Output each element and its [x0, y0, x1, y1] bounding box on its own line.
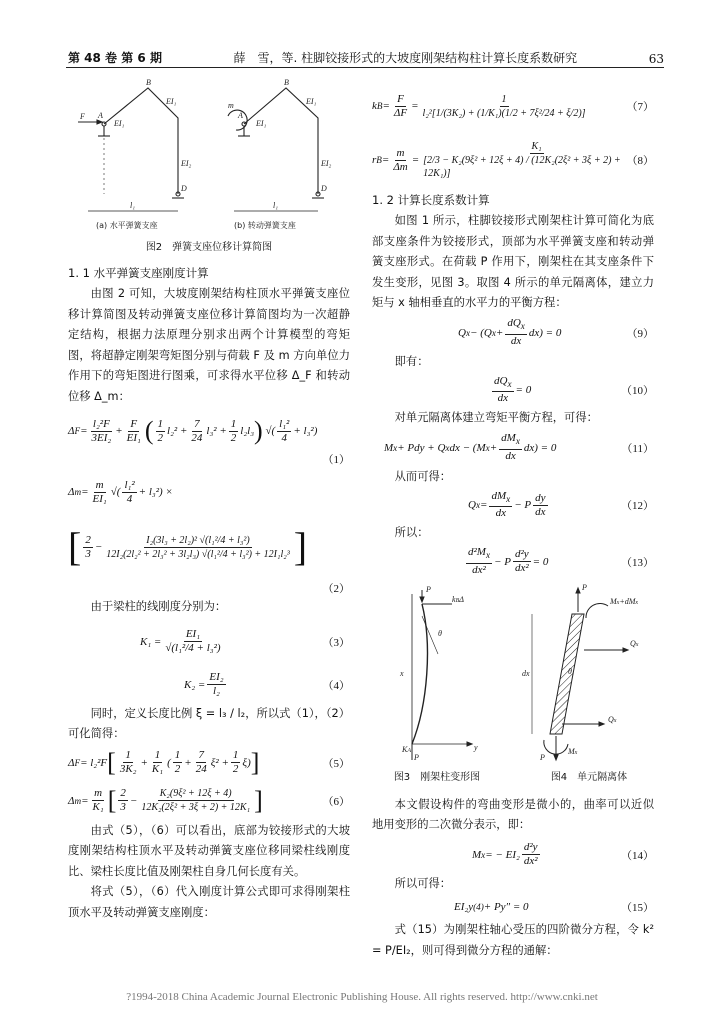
svg-text:B: B — [284, 78, 289, 87]
eq7-number: （7） — [626, 101, 654, 113]
svg-text:KA: KA — [402, 744, 412, 754]
journal-issue: 第 48 卷 第 6 期 — [68, 51, 162, 65]
eq12-number: （12） — [621, 500, 654, 512]
eq4-number: （4） — [322, 679, 350, 692]
right-paragraph-3: 对单元隔离体建立弯矩平衡方程，可得： — [394, 411, 598, 424]
svg-text:Mx+dMx: Mx+dMx — [610, 596, 639, 606]
right-paragraph-5: 所以： — [394, 526, 429, 539]
svg-text:Qx: Qx — [608, 714, 617, 724]
left-paragraph-3: 同时，定义长度比例 ξ = l₃ / l₂，所以式（1），（2）可化简得： — [68, 706, 350, 740]
svg-text:P: P — [414, 752, 419, 762]
left-column — [68, 76, 350, 923]
svg-text:D: D — [181, 184, 187, 193]
svg-text:P: P — [582, 583, 587, 592]
equation-12: Q x = $\frac{dM_x}{dx}$ − P $\frac{dy}{dx}$ （12） — [468, 489, 654, 520]
left-paragraph-1: 由图 2 可知，大坡度刚架结构柱顶水平弹簧支座位移计算简图及转动弹簧支座位移计算简图均为一次超静定结构，根据力法原理分别求出两个计算模型的弯矩图，将超静定刚架弯矩图分别与荷载 F 及 m 方向单位力作用下的弯矩图进行图乘，可求得水平位移 Δ_F 和转动位移 Δ_m： — [68, 287, 350, 403]
svg-text:EI₁: EI₁ — [114, 119, 125, 128]
svg-text:EI₂: EI₂ — [321, 159, 332, 168]
fig2-sub-b: (b) 转动弹簧支座 — [234, 221, 296, 230]
right-paragraph-6: 本文假设构件的弯曲变形是微小的，曲率可以近似地用变形的二次微分表示，即： — [372, 797, 654, 831]
svg-text:θ: θ — [438, 628, 442, 638]
page-header — [68, 46, 664, 66]
svg-text:kBΔ: kBΔ — [452, 594, 464, 604]
left-paragraph-2: 由于梁柱的线刚度分别为： — [90, 600, 227, 613]
svg-text:P: P — [426, 584, 431, 594]
right-paragraph-7: 所以可得： — [394, 876, 452, 890]
section-1-1: 1. 1 水平弹簧支座刚度计算 — [68, 266, 209, 280]
equation-4: K₂ = $\frac{\text{EI₂}}{\text{l₂}}$ （4） — [184, 671, 350, 697]
equation-2-line1: Δ m = $\frac{m}{\text{EI₁}}$ √( $\frac{\text{l₁²}}{4}$ + l₃²) × — [68, 478, 173, 505]
eq3-number: （3） — [322, 636, 350, 649]
eq14-number: （14） — [621, 849, 654, 862]
equation-8: r B = $\frac{m}{\Delta m}$ = $\frac{\text{K₁}}{\text{[2/3 − K₂(9ξ² + 12ξ + 4) / (12K₂(2ξ² + 3ξ + 2) + 12K₁)]}}$ （8） — [372, 141, 654, 179]
right-paragraph-4: 从而可得： — [394, 469, 452, 483]
eq11-number: （11） — [621, 442, 654, 455]
equation-5: Δ F = l₂²F [ $\frac{1}{\text{3K₂}}$ + $\frac{1}{\text{K₁}}$ ( $\frac{1}{2}$ + $\frac{7}{24}$ ξ² + $\frac{1}{2}$ ξ) ] （5） — [68, 747, 350, 777]
equation-7: k B = $\frac{F}{\Delta F}$ = $\frac{1}{\text{l₂²[1/(3K₂) + (1/K₁)(1/2 + 7ξ²/24 + ξ/2)]}}$ （7） — [372, 92, 654, 119]
right-paragraph-2: 即有： — [394, 354, 429, 368]
fig3-caption: 图3 刚架柱变形图 — [393, 771, 481, 783]
svg-text:EI₁: EI₁ — [166, 97, 177, 106]
eq13-number: （13） — [621, 556, 654, 569]
equation-14: M x = − EI₂ $\frac{\text{d²y}}{\text{dx²}}$ （14） — [472, 841, 654, 867]
running-title: 薛 雪，等. 柱脚铰接形式的大坡度刚架结构柱计算长度系数研究 — [233, 51, 578, 65]
svg-text:m: m — [228, 101, 234, 110]
figures-3-4 — [372, 584, 654, 764]
svg-text:EI₁: EI₁ — [256, 119, 267, 128]
svg-text:F: F — [80, 112, 85, 121]
eq10-number: （10） — [621, 385, 654, 397]
figure-2 — [68, 76, 350, 236]
eq6-number: （6） — [322, 795, 350, 808]
equation-1: Δ F = $\frac{\text{l₂²F}}{\text{3EI₂}}$ + $\frac{F}{\text{EI₁}}$ ( $\frac{1}{2}$ l₂² + $\frac{7}{24}$ l₃² + $\frac{1}{2}$ l₂l₃ ) √( $\frac{\text{l₁²}}{4}$ + l₃²) — [68, 416, 318, 445]
equation-10: $\frac{dQ_x}{dx}$ = 0 （10） — [494, 374, 654, 405]
page-number: 63 — [648, 52, 664, 66]
eq5-number: （5） — [322, 757, 350, 770]
eq1-number: （1） — [322, 454, 350, 466]
svg-text:Qx: Qx — [630, 638, 639, 648]
fig4-caption: 图4 单元隔离体 — [550, 771, 628, 783]
left-paragraph-4: 由式（5），（6）可以看出，底部为铰接形式的大坡度刚架结构柱顶水平及转动弹簧支座位移同梁柱线刚度比、梁柱长度比值及刚架柱自身几何长度有关。 — [68, 823, 350, 878]
eq15-number: （15） — [621, 902, 654, 914]
svg-text:Mx: Mx — [568, 746, 578, 756]
equation-11: M x + Pdy + Q x dx − (M x + $\frac{dM_x}{dx}$ dx) = 0 （11） — [384, 432, 654, 462]
eq9-number: （9） — [626, 327, 654, 340]
svg-text:y: y — [474, 742, 478, 752]
eq2-number: （2） — [322, 583, 350, 595]
section-1-2: 1. 2 计算长度系数计算 — [372, 193, 490, 207]
copyright-footer: ?1994-2018 China Academic Journal Electronic Publishing House. All rights reserved. http://www.cnki.net — [126, 991, 598, 1003]
right-column — [372, 82, 654, 961]
right-paragraph-1: 如图 1 所示，柱脚铰接形式刚架柱计算可简化为底部支座条件为铰接形式，顶部为水平弹簧支座和转动弹簧支座形式。在荷载 P 作用下，刚架柱在其支座条件下发生变形，见图 3。取图 4 所示的单元隔离体，建立力矩与 x 轴相垂直的水平力的平衡方程： — [372, 214, 654, 309]
eq8-number: （8） — [626, 155, 654, 167]
equation-6: Δ m = $\frac{m}{\text{K₁}}$ [ $\frac{2}{3}$ − $\frac{\text{K₂(9ξ² + 12ξ + 4)}}{\text{12K₂(2ξ² + 3ξ + 2) + 12K₁}}$ ] （6） — [68, 785, 350, 815]
equation-2-line2: [ $\frac{2}{3}$ − $\frac{\text{I₂(3l₃ + 2l₂)² √(l₁²/4 + l₃²)}}{\text{12I₂(2l₂² + 2l₃² + 3l₂l₃) √(l₁²/4 + l₃²) + 12I₁l₂³}}$ ] — [68, 524, 308, 569]
equation-13: $\frac{d^2M_x}{\text{dx²}}$ − P $\frac{\text{d²y}}{\text{dx²}}$ = 0 （13） — [468, 546, 654, 576]
svg-text:x: x — [400, 668, 404, 678]
right-paragraph-8: 式（15）为刚架柱轴心受压的四阶微分方程，令 k² = P/EI₂，则可得到微分方程的通解： — [372, 923, 654, 957]
svg-text:D: D — [321, 184, 327, 193]
svg-text:A: A — [238, 111, 243, 120]
svg-text:EI₂: EI₂ — [181, 159, 192, 168]
svg-text:B: B — [146, 78, 151, 87]
equation-3: K₁ = $\frac{\text{EI₁}}{\text{√(l₁²/4 + l₃²)}}$ （3） — [140, 628, 350, 654]
equation-15: EI₂y (4) + Py″ = 0 （15） — [454, 901, 654, 914]
svg-text:l₁: l₁ — [130, 201, 136, 210]
svg-text:θ: θ — [568, 666, 572, 676]
svg-text:l₁: l₁ — [273, 201, 279, 210]
left-paragraph-5: 将式（5），（6）代入刚度计算公式即可求得刚架柱顶水平及转动弹簧支座刚度： — [68, 885, 350, 919]
svg-text:P: P — [540, 752, 545, 762]
svg-text:dx: dx — [522, 668, 530, 678]
fig2-sub-a: (a) 水平弹簧支座 — [96, 221, 158, 230]
equation-9: Q x − (Q x + $\frac{dQ_x}{dx}$ dx) = 0 （9） — [458, 317, 654, 347]
svg-text:EI₁: EI₁ — [306, 97, 317, 106]
header-rule — [66, 67, 664, 68]
svg-text:A: A — [98, 111, 103, 120]
fig2-caption: 图2 弹簧支座位移计算简图 — [145, 242, 273, 253]
